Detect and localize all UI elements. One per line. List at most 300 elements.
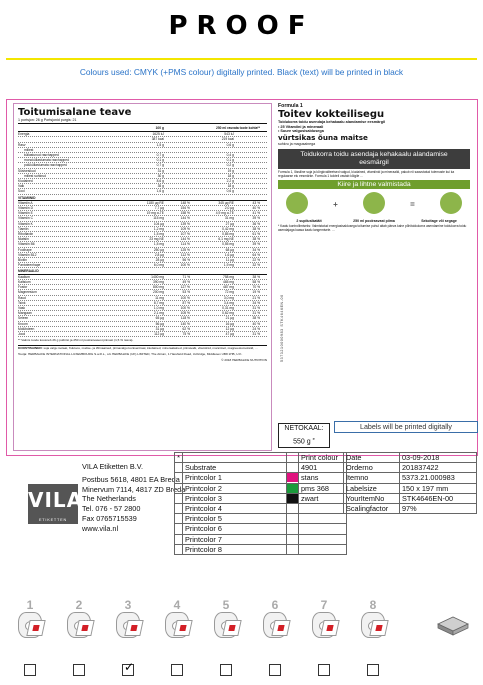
cell: 39 %: [252, 216, 260, 221]
cell: millest suhkrud: [24, 173, 46, 178]
colour-mark: [175, 463, 183, 473]
nutrition-row: [18, 189, 267, 194]
info-key: Labelsize: [344, 483, 400, 493]
cell: 1,9 mg: [223, 263, 234, 268]
cell: 75 %: [182, 331, 190, 336]
label-tab-icon: [222, 620, 241, 636]
cell: 543 kJ: [224, 132, 234, 137]
cell: Seleen: [18, 316, 29, 321]
mineral-header: MINERAALID: [18, 269, 267, 274]
cell: 43 %: [252, 200, 260, 205]
unwind-number: 6: [271, 598, 279, 612]
cell: 105 %: [180, 311, 190, 316]
cell: 345 µg RE: [218, 200, 234, 205]
colour-value: pms 368: [299, 483, 347, 493]
colour-swatch: [287, 544, 299, 554]
cell: 38 %: [252, 226, 260, 231]
cell: 1,5 g: [156, 142, 164, 147]
cell: 250 µg: [153, 247, 164, 252]
cell: 12 µg: [225, 326, 234, 331]
cell: 1,6 µg: [224, 252, 234, 257]
unwind-checkbox[interactable]: [318, 664, 330, 676]
cell: Raud: [18, 295, 26, 300]
scoop-icon: [286, 192, 308, 214]
colour-mark: [175, 544, 183, 554]
cell: [234, 158, 260, 162]
cell: [234, 184, 260, 188]
unwind-number: 2: [75, 598, 83, 612]
colour-swatch: [287, 473, 299, 483]
serving-line: 1 portsjon: 26 g Portsjonid purgis: 21: [18, 118, 267, 124]
label-tab-icon: [271, 620, 290, 636]
cell: 144 %: [180, 237, 190, 242]
cell: 36 %: [252, 221, 260, 226]
step-label-3: Sekoitage või segage: [421, 219, 457, 224]
colour-row: [175, 473, 347, 483]
product-subtitle: Toidukorra toidu asendaja kehakaalu alandamise eesmärgil: [278, 120, 386, 124]
info-row: [344, 503, 477, 513]
unwind-number: 1: [26, 598, 34, 612]
cell: 125 %: [180, 247, 190, 252]
unwind-option[interactable]: [108, 598, 148, 678]
colour-label: Printcolor 1: [183, 473, 287, 483]
cell: Süsivesikud: [18, 168, 36, 173]
cell: Jood: [18, 331, 26, 336]
colour-label: Printcolor 4: [183, 503, 287, 513]
ingredients-title: KOOSTISAINED:: [18, 346, 43, 351]
colour-row: [175, 524, 347, 534]
unwind-checkbox[interactable]: [269, 664, 281, 676]
cell: 61 %: [252, 232, 260, 237]
cell: [164, 184, 190, 188]
cell: 800 mg: [153, 285, 164, 290]
unwind-checkbox[interactable]: [73, 664, 85, 676]
cell: 1,0 mg: [153, 305, 164, 310]
cell: [164, 158, 190, 162]
cell: 11 mg: [155, 295, 164, 300]
info-row: [344, 453, 477, 463]
preparation-banner: Kiire ja lihtne valmistada: [278, 180, 470, 189]
cell: 64 %: [252, 252, 260, 257]
cell: 1,6 g: [156, 189, 164, 194]
cell: 112 %: [180, 252, 190, 257]
unwind-checkbox[interactable]: [171, 664, 183, 676]
unwind-direction-options: [0, 598, 483, 678]
mark-header: *: [175, 453, 183, 463]
info-value: 97%: [400, 503, 477, 513]
colour-mark: [175, 483, 183, 493]
formula-label: Formula 1: [278, 103, 303, 109]
cell: Energia: [18, 132, 30, 137]
cell: Vask: [18, 305, 26, 310]
colour-row: [175, 463, 347, 473]
info-value: 150 x 197 mm: [400, 483, 477, 493]
cell: [164, 153, 190, 157]
colour-value: zwart: [299, 493, 347, 503]
cell: 112 µg: [154, 331, 164, 336]
mineral-row: [18, 332, 267, 337]
colour-row: [175, 544, 347, 554]
cell: 16 µg: [225, 321, 234, 326]
cell: 38 %: [252, 237, 260, 242]
unwind-number: 5: [222, 598, 230, 612]
cell: 49 %: [182, 279, 190, 284]
cell: 6,0 mg: [153, 263, 164, 268]
cell: 21 %: [252, 295, 260, 300]
cell: 0,31 mg: [222, 305, 234, 310]
cell: 3,4 mg: [223, 300, 234, 305]
plus-icon: +: [333, 200, 338, 210]
cell: 387 kcal: [151, 137, 164, 142]
unwind-number: 8: [369, 598, 377, 612]
unwind-checkbox[interactable]: [367, 664, 379, 676]
colour-value: [299, 534, 347, 544]
info-value: 5373.21.000983: [400, 473, 477, 483]
cell: 2,1 mg: [153, 311, 164, 316]
cell: [234, 169, 260, 173]
cell: Foolhape: [18, 247, 32, 252]
cell: 62 %: [182, 326, 190, 331]
unwind-checkbox[interactable]: [122, 660, 135, 676]
cell: Vitamiin C: [18, 216, 33, 221]
colour-row: [175, 534, 347, 544]
vila-logo-sub: ETIKETTEN: [38, 518, 68, 522]
cell: 148 %: [180, 200, 190, 205]
cell: 114 %: [180, 242, 190, 247]
unwind-option[interactable]: [206, 598, 246, 678]
cell: [164, 169, 190, 173]
bullet-2: • Suure valgusisaldusega: [278, 129, 324, 134]
cell: Biotiin: [18, 258, 27, 263]
colour-label: Printcolor 3: [183, 493, 287, 503]
cell: 19 g: [227, 168, 234, 173]
cell: 7,7 µg: [154, 206, 164, 211]
print-colour-header: Print colour: [299, 453, 347, 463]
cell: 1625 kJ: [152, 132, 164, 137]
cell: 35 g: [157, 184, 164, 189]
cell: 0,1 g: [226, 158, 234, 163]
unwind-option[interactable]: [255, 598, 295, 678]
cell: Tsink: [18, 300, 26, 305]
cell: [164, 148, 190, 152]
cell: 53 %: [182, 290, 190, 295]
info-value: 03-09-2018: [400, 453, 477, 463]
instructions-panel: [278, 103, 470, 453]
label-tab-icon: [369, 620, 388, 636]
colour-swatch: [287, 493, 299, 503]
cell: 38 %: [252, 316, 260, 321]
nutrition-title: Toitumisalane teave: [18, 107, 132, 118]
cell: 1180 µg RE: [146, 200, 164, 205]
cell: Kiudained: [18, 179, 33, 184]
cell: 100 %: [180, 305, 190, 310]
info-row: [344, 483, 477, 493]
cell: Vitamiin B12: [18, 252, 37, 257]
fax-line: Fax 0765715539: [82, 513, 137, 523]
preparation-steps: [278, 189, 470, 219]
cell: Vitamiin B6: [18, 242, 35, 247]
meal-replacement-banner: Toidukorra toidu asendaja kehakaalu alandamise eesmärgil: [278, 149, 470, 169]
colour-swatch: [287, 483, 299, 493]
nutrition-panel: [13, 103, 272, 451]
cell: 2,0 µg: [224, 206, 234, 211]
colour-value: stans: [299, 473, 347, 483]
cell: 72 mg: [224, 290, 234, 295]
cell: 22 %: [252, 258, 260, 263]
colour-mark: [175, 493, 183, 503]
colour-table-header: [175, 453, 347, 463]
label-tab-icon: [320, 620, 339, 636]
info-key: Itemno: [344, 473, 400, 483]
cell: 56 µg: [155, 321, 164, 326]
cell: [128, 148, 164, 152]
cell: Kaalium: [18, 274, 30, 279]
cell: 100 %: [180, 295, 190, 300]
cell: [164, 132, 190, 136]
cell: Valk: [18, 184, 25, 189]
cell: 758 mg: [223, 274, 234, 279]
cell: 109 %: [180, 226, 190, 231]
cell: 70 %: [252, 285, 260, 290]
colour-mark: [175, 514, 183, 524]
label-tab-icon: [26, 620, 45, 636]
info-row: [344, 493, 477, 503]
vitamin-header: VITAMIINID: [18, 196, 267, 201]
cell: 0,62 mg: [222, 311, 234, 316]
colour-swatch: [287, 503, 299, 513]
cell: 3,0 mg: [223, 295, 234, 300]
cell: 2,2 g: [226, 179, 234, 184]
cell: 31 g: [157, 168, 164, 173]
colour-row: [175, 493, 347, 503]
colour-swatch: [287, 514, 299, 524]
cell: 31 %: [252, 311, 260, 316]
cell: Vitamiin E: [18, 211, 33, 216]
cell: 0,55 mg: [222, 242, 234, 247]
colour-label: Printcolor 7: [183, 534, 287, 544]
cell: 27 µg: [225, 221, 234, 226]
cell: 58 %: [252, 279, 260, 284]
cell: [234, 189, 260, 193]
company-name: VILA Etiketten B.V.: [82, 462, 143, 471]
cell: 140 %: [180, 321, 190, 326]
cell: 19 mg α-TE: [146, 211, 164, 216]
cell: Niatsiin: [18, 237, 29, 242]
colour-mark: [175, 503, 183, 513]
spine-code-text: 5373210000983 STK4646EN-00: [280, 294, 284, 362]
cell: [164, 174, 190, 178]
colour-value: [299, 524, 347, 534]
cell: polüküllastumata rasvhapped: [24, 163, 67, 168]
cell: 4,9 mg α-TE: [215, 211, 234, 216]
net-weight: [278, 423, 330, 448]
website-link[interactable]: www.vila.nl: [82, 523, 119, 533]
blender-icon: [440, 192, 462, 214]
cell: 0,42 mg: [222, 226, 234, 231]
unwind-number: 4: [173, 598, 181, 612]
cell: 31 %: [252, 331, 260, 336]
milk-glass-icon: [363, 192, 385, 214]
info-value: 201837422: [400, 463, 477, 473]
cell: [234, 132, 260, 136]
colour-label: Printcolor 2: [183, 483, 287, 493]
cell: 0,4 g: [226, 153, 234, 158]
cell: [234, 163, 260, 167]
cell: 0,7 g: [156, 153, 164, 158]
cell: [164, 179, 190, 183]
phone-line: Tel. 076 - 57 2800: [82, 504, 141, 514]
cell: 28 µg: [155, 258, 164, 263]
cell: 107 %: [180, 232, 190, 237]
meal-replacement-text: Formula 1, lõssiline soja ja kõrgkvaliteetsed valgud, kiudained, vitamiinid ja mineraalid, pakub nii saavutatud tulemuste kui ka regulaarse elu eesmärke. Formula 1 kokteil vastab kõigile ...: [278, 169, 455, 178]
cell: 65 µg: [155, 316, 164, 321]
cell: 200 mg: [153, 290, 164, 295]
unwind-checkbox[interactable]: [220, 664, 232, 676]
cell: 11 µg: [225, 258, 234, 263]
cell: Magneesium: [18, 290, 37, 295]
colour-row: [175, 514, 347, 524]
cell: 1,2 mg: [153, 226, 164, 231]
cell: 41 %: [252, 211, 260, 216]
equals-icon: =: [410, 200, 415, 210]
colour-mark: [175, 524, 183, 534]
cell: [234, 148, 260, 152]
check-icon: ✓: [123, 660, 135, 674]
nutrition-rows: [18, 132, 267, 194]
cell: 8,6 g: [156, 179, 164, 184]
info-key: YourItemNo: [344, 493, 400, 503]
colour-swatch: [287, 524, 299, 534]
cell: 0,2 g: [226, 163, 234, 168]
cell: küllastunud rasvhapped: [24, 153, 59, 158]
label-tab-icon: [124, 620, 143, 636]
vitamin-rows: [18, 201, 267, 269]
cell: 87 %: [182, 300, 190, 305]
ingredients: [18, 345, 267, 351]
cell: 40 %: [252, 206, 260, 211]
nutrition-footnote: ** Valmis toode koosneb 26 g pulbrist ja 250 ml poolrasvasest piimast (1,5 % rasva).: [18, 338, 134, 343]
cell: 158 %: [180, 211, 190, 216]
cell: 144 %: [180, 216, 190, 221]
cell: 71 %: [182, 274, 190, 279]
vila-logo: [28, 484, 84, 524]
cell: Rasv: [18, 142, 26, 147]
cell: 19 %: [252, 290, 260, 295]
unwind-number: 3: [124, 598, 132, 612]
cell: 31 mg: [224, 216, 234, 221]
column-header-serving: 250 ml rasvata toote kohta**: [216, 126, 260, 130]
cell: 2,8 µg: [154, 252, 164, 257]
cell: 0,7 g: [156, 163, 164, 168]
cell: 39 %: [252, 242, 260, 247]
cell: 465 mg: [223, 279, 234, 284]
cell: Pantoteenhape: [18, 263, 41, 268]
cell: [18, 137, 128, 141]
cell: 1,5 mg: [153, 242, 164, 247]
cell: 139 %: [180, 221, 190, 226]
colour-label: Substrate: [183, 463, 287, 473]
cell: 32 %: [252, 263, 260, 268]
flavour: vürtsikas õuna maitse: [278, 132, 368, 142]
proof-header: [0, 0, 483, 60]
unwind-option[interactable]: [59, 598, 99, 678]
cell: [164, 189, 190, 193]
usage-notes: * Kaalu kontrollimiseks: Valmistatud energiasisaldusega toitumise puhul aitab päeva kahe põhitoidukorra asendamine toidukorra toidu asendajaga kaasa kaalu langemisele. ...: [278, 224, 467, 233]
cell: Riboflaviin: [18, 232, 34, 237]
cell: [234, 174, 260, 178]
unwind-number: 7: [320, 598, 328, 612]
cell: Kaltsium: [18, 279, 31, 284]
unwind-option[interactable]: [10, 598, 50, 678]
info-key: Scalingfactor: [344, 503, 400, 513]
info-key: Orderno: [344, 463, 400, 473]
unwind-option[interactable]: [157, 598, 197, 678]
cell: 104 µg: [153, 221, 164, 226]
cell: Tiamiin: [18, 226, 29, 231]
preparation-step-labels: [278, 219, 470, 223]
cell: Vitamiin D: [18, 206, 33, 211]
mineral-rows: [18, 275, 267, 337]
colour-label: Printcolor 5: [183, 514, 287, 524]
step-label-1: 2 supilusikatäit: [296, 219, 322, 224]
cell: Molübdeen: [18, 326, 35, 331]
cell: Vitamiin K: [18, 221, 33, 226]
label-tab-icon: [173, 620, 192, 636]
cell: 24 %: [252, 326, 260, 331]
cell: 487 mg: [223, 285, 234, 290]
cell: Mangaan: [18, 311, 32, 316]
colour-mark: [175, 534, 183, 544]
cell: 18 g: [227, 173, 234, 178]
cell: [234, 137, 260, 141]
unwind-option[interactable]: [353, 598, 393, 678]
cell: 219 kcal: [221, 137, 234, 142]
cell: 0,6 g: [226, 189, 234, 194]
cell: Fosfor: [18, 285, 28, 290]
cell: [234, 153, 260, 157]
vitamin-row: [18, 263, 267, 268]
cell: 56 %: [182, 258, 190, 263]
cell: 6,1 mg NE: [218, 237, 234, 242]
company-address: [82, 462, 185, 534]
cell: 1,5 mg: [153, 232, 164, 237]
cell: 38 %: [252, 274, 260, 279]
cell: 68 µg: [225, 247, 234, 252]
colour-value: [299, 514, 347, 524]
cell: Sool: [18, 189, 25, 194]
cell: 31 µg: [155, 326, 164, 331]
cell: 21 µg: [225, 316, 234, 321]
colour-row: [175, 483, 347, 493]
address-line: The Netherlands: [82, 494, 136, 504]
cell: 40 %: [252, 321, 260, 326]
unwind-option[interactable]: [304, 598, 344, 678]
cell: 100 %: [180, 263, 190, 268]
colour-value: 4901: [299, 463, 347, 473]
cell: 127 %: [180, 285, 190, 290]
cell: [234, 143, 260, 147]
cell: Vitamiin A: [18, 200, 33, 205]
address-line: Minervum 7114, 4817 ZD Breda: [82, 484, 186, 494]
cell: [164, 143, 190, 147]
flavour-sub: suhkru ja magusainega: [278, 142, 316, 147]
cell: monoküllastumata rasvhapped: [24, 158, 69, 163]
cell: 8,7 mg: [153, 300, 164, 305]
cell: [164, 137, 190, 141]
cell: 1400 mg: [151, 274, 164, 279]
colours-note: Colours used: CMYK (+PMS colour) digitally printed. Black (text) will be printed in black: [79, 67, 404, 77]
unwind-checkbox[interactable]: [24, 664, 36, 676]
